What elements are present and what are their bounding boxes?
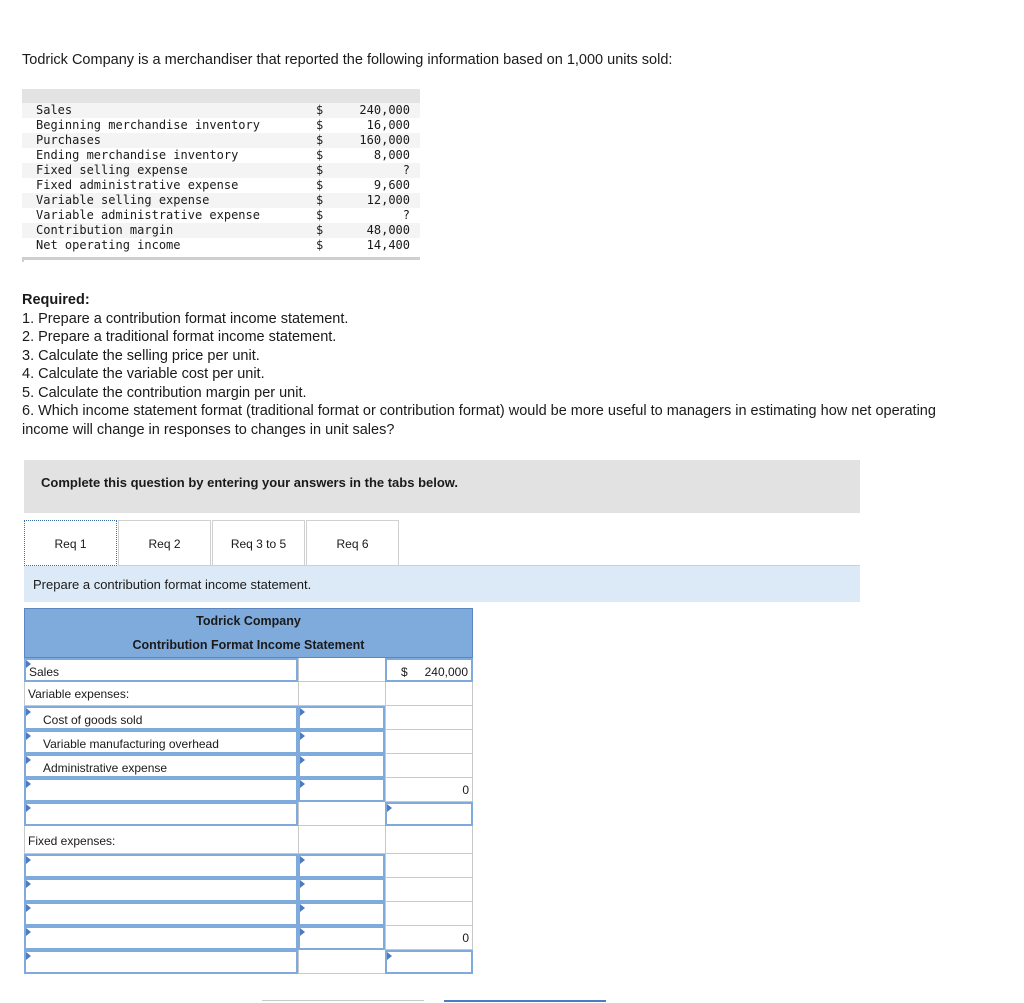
administrative-expense-field[interactable]: Administrative expense (24, 754, 298, 778)
fixed-amount-input[interactable] (298, 854, 385, 878)
info-amount: 16,000 (366, 118, 410, 132)
empty-cell (385, 730, 473, 754)
required-item: 6. Which income statement format (traditional format or contribution format) would be more useful to managers in estimating how net operating income will change in responses to changes in unit sales? (22, 403, 936, 438)
tab-req-3-to-5[interactable]: Req 3 to 5 (212, 520, 305, 566)
info-label: Sales (36, 103, 73, 117)
fixed-label-input[interactable] (24, 902, 298, 926)
fixed-item-row (24, 926, 473, 950)
info-dollar: $ (316, 163, 324, 177)
info-dollar: $ (316, 208, 324, 222)
variable-heading-row (24, 682, 473, 706)
info-row (22, 238, 420, 253)
variable-amount-input[interactable] (298, 730, 385, 754)
required-item: 1. Prepare a contribution format income statement. (22, 310, 349, 327)
tab-req-6[interactable]: Req 6 (306, 520, 399, 566)
info-dollar: $ (316, 133, 324, 147)
info-label: Variable administrative expense (36, 208, 260, 222)
fixed-item-row (24, 878, 473, 902)
variable-manufacturing-overhead-field[interactable]: Variable manufacturing overhead (24, 730, 298, 754)
fixed-total: 0 (385, 926, 473, 950)
required-section (22, 291, 942, 439)
info-amount: ? (402, 208, 410, 222)
info-dollar: $ (316, 103, 324, 117)
fixed-expenses-heading: Fixed expenses: (24, 826, 298, 854)
tab-req-1[interactable]: Req 1 (24, 520, 117, 566)
info-amount: 12,000 (366, 193, 410, 207)
contribution-row (24, 802, 473, 826)
info-row (22, 118, 420, 133)
info-dollar: $ (316, 148, 324, 162)
info-amount: 240,000 (359, 103, 410, 117)
variable-amount-input[interactable] (298, 778, 385, 802)
info-row (22, 133, 420, 148)
info-dollar: $ (316, 193, 324, 207)
subtotal-amount-input[interactable] (385, 802, 473, 826)
info-row (22, 223, 420, 238)
empty-cell (385, 826, 473, 854)
info-amount: 9,600 (373, 178, 410, 192)
info-label: Net operating income (36, 238, 181, 252)
cost-of-goods-sold-field[interactable]: Cost of goods sold (24, 706, 298, 730)
net-income-row (24, 950, 473, 974)
variable-item-row (24, 706, 473, 730)
variable-item-row (24, 754, 473, 778)
empty-cell (385, 706, 473, 730)
info-table-header (22, 89, 420, 103)
required-item: 3. Calculate the selling price per unit. (22, 347, 260, 364)
sales-amount: 240,000 (424, 665, 468, 679)
sales-label-field[interactable]: Sales (24, 658, 298, 682)
info-dollar: $ (316, 223, 324, 237)
info-row (22, 208, 420, 223)
net-income-amount-input[interactable] (385, 950, 473, 974)
fixed-amount-input[interactable] (298, 902, 385, 926)
fixed-label-input[interactable] (24, 854, 298, 878)
info-label: Purchases (36, 133, 102, 147)
empty-cell (385, 682, 473, 706)
empty-cell (298, 826, 385, 854)
info-amount: 160,000 (359, 133, 410, 147)
fixed-amount-input[interactable] (298, 926, 385, 950)
fixed-item-row (24, 854, 473, 878)
info-row (22, 178, 420, 193)
info-row (22, 148, 420, 163)
variable-item-row (24, 730, 473, 754)
tab-req-2[interactable]: Req 2 (118, 520, 211, 566)
info-row (22, 103, 420, 118)
info-table (22, 89, 420, 262)
required-item: 5. Calculate the contribution margin per unit. (22, 384, 307, 401)
info-label: Beginning merchandise inventory (36, 118, 260, 132)
statement-header (24, 608, 473, 658)
info-dollar: $ (316, 238, 324, 252)
net-income-label-input[interactable] (24, 950, 298, 974)
dollar-sign: $ (401, 665, 408, 679)
variable-amount-input[interactable] (298, 706, 385, 730)
empty-cell (385, 878, 473, 902)
fixed-amount-input[interactable] (298, 878, 385, 902)
info-label: Ending merchandise inventory (36, 148, 239, 162)
variable-total: 0 (385, 778, 473, 802)
info-label: Fixed administrative expense (36, 178, 239, 192)
empty-cell (385, 902, 473, 926)
tab-prompt: Prepare a contribution format income statement. (24, 566, 860, 602)
info-rows (22, 103, 420, 253)
empty-cell (298, 802, 385, 826)
info-label: Variable selling expense (36, 193, 210, 207)
empty-cell (298, 950, 385, 974)
info-table-footer (22, 257, 420, 262)
variable-label-input[interactable] (24, 778, 298, 802)
required-item: 2. Prepare a traditional format income statement. (22, 329, 337, 345)
fixed-label-input[interactable] (24, 878, 298, 902)
sales-mid-cell (298, 658, 385, 682)
intro-text: Todrick Company is a merchandiser that reported the following information based on 1,000 units sold: (22, 52, 673, 68)
info-amount: ? (402, 163, 410, 177)
info-amount: 8,000 (373, 148, 410, 162)
info-dollar: $ (316, 118, 324, 132)
tab-bar (24, 520, 400, 566)
info-label: Contribution margin (36, 223, 174, 237)
income-statement (24, 608, 473, 974)
empty-cell (385, 854, 473, 878)
variable-amount-input[interactable] (298, 754, 385, 778)
info-row (22, 193, 420, 208)
fixed-heading-row (24, 826, 473, 854)
subtotal-label-input[interactable] (24, 802, 298, 826)
info-label: Fixed selling expense (36, 163, 188, 177)
info-amount: 48,000 (366, 223, 410, 237)
empty-cell (298, 682, 385, 706)
sales-row (24, 658, 473, 682)
sales-amount-field[interactable] (385, 658, 473, 682)
statement-title: Contribution Format Income Statement (132, 638, 365, 652)
info-amount: 14,400 (366, 238, 410, 252)
variable-expenses-heading: Variable expenses: (24, 682, 298, 706)
info-row (22, 163, 420, 178)
fixed-label-input[interactable] (24, 926, 298, 950)
company-name: Todrick Company (196, 614, 301, 628)
required-item: 4. Calculate the variable cost per unit. (22, 366, 265, 382)
info-dollar: $ (316, 178, 324, 192)
empty-cell (385, 754, 473, 778)
fixed-item-row (24, 902, 473, 926)
instruction-banner: Complete this question by entering your answers in the tabs below. (24, 460, 860, 513)
required-heading: Required: (22, 292, 90, 308)
variable-item-row (24, 778, 473, 802)
